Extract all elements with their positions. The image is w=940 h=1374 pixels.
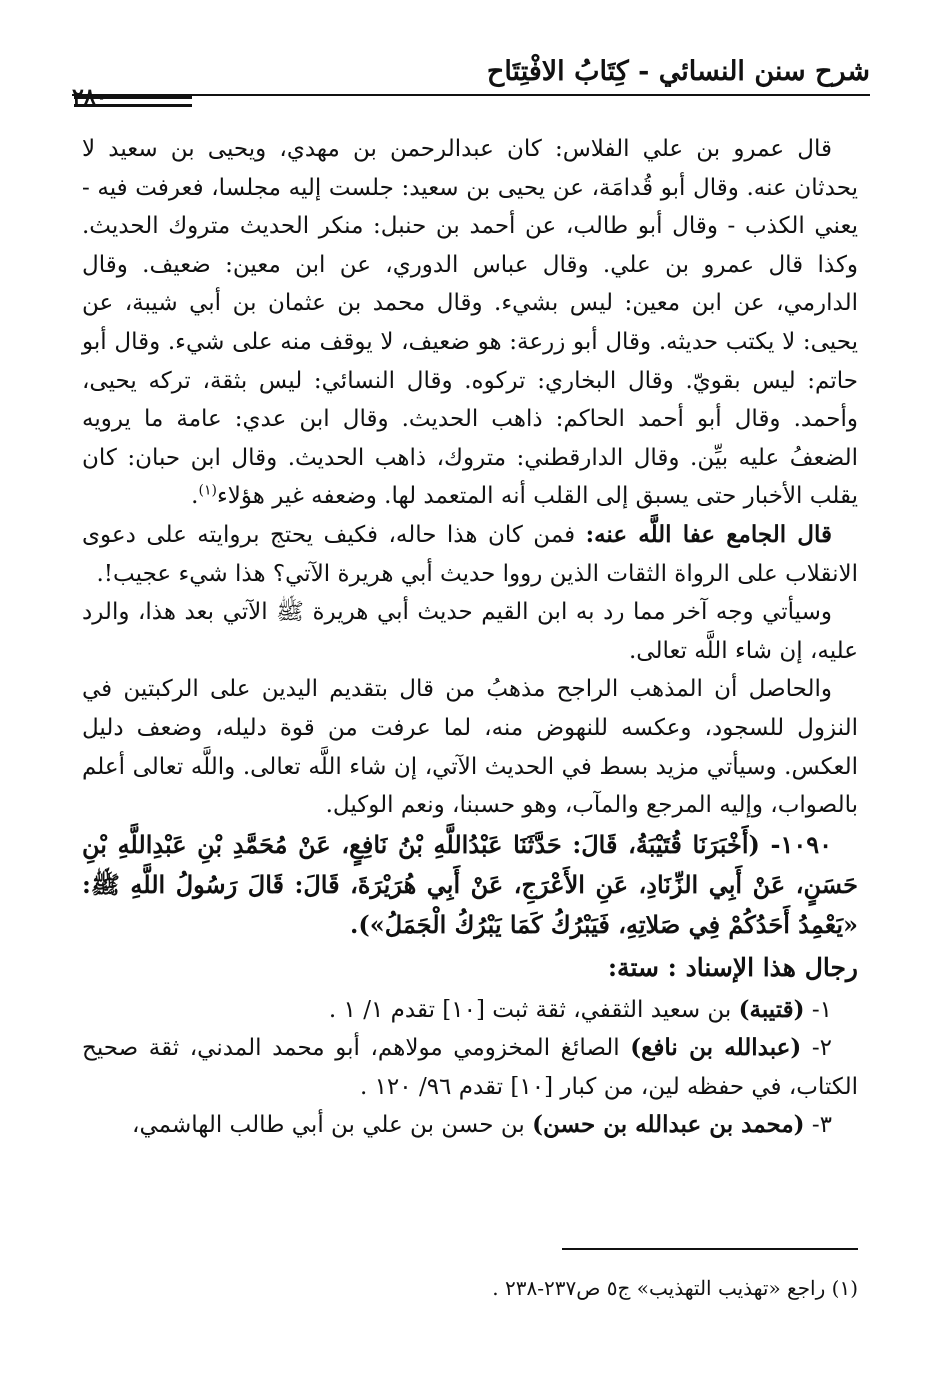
page-number-row — [72, 82, 272, 116]
narrator-1 — [82, 991, 858, 1030]
narrator-2 — [82, 1029, 858, 1106]
paragraph-narrators-end: . — [191, 483, 199, 510]
narrator-1-number: ١- — [804, 996, 832, 1023]
paragraph-narrators-text: قال عمرو بن علي الفلاس: كان عبدالرحمن بن مهدي، ويحيى بن سعيد لا يحدثان عنه. وقال أبو قُدامَة، عن يحيى بن سعيد: جلست إليه مجلسا، فعرفت فيه - يعني الكذب - وقال أبو طالب، عن أحمد بن حنبل: منكر الحديث متروك الحديث. وكذا قال عمرو بن علي. وقال عباس الدوري، عن ابن معين: ضعيف. وقال الدارمي، عن ابن معين: ليس بشيء. وقال محمد بن عثمان بن أبي شيبة، عن يحيى: لا يكتب حديثه. وقال أبو زرعة: هو ضعيف، لا يوقف منه على شيء. وقال أبو حاتم: ليس بقويّ. وقال البخاري: تركوه. وقال النسائي: ليس بثقة، تركه يحيى، وأحمد. وقال أبو أحمد الحاكم: ذاهب الحديث. وقال ابن عدي: عامة ما يرويه الضعفُ عليه بيِّن. وقال الدارقطني: متروك، ذاهب الحديث. وقال ابن حبان: كان يقلب الأخبار حتى يسبق إلى القلب أنه المتعمد لها. وضعفه غير هؤلاء — [82, 136, 858, 510]
narrator-3-number: ٣- — [804, 1112, 832, 1139]
footnote-rule — [562, 1248, 858, 1250]
paragraph-narrators — [82, 130, 858, 516]
section-title-narrators: رجال هذا الإسناد : ستة: — [607, 952, 858, 982]
paragraph-ibn-qayyim: وسيأتي وجه آخر مما رد به ابن القيم حديث أبي هريرة ﷺ الآتي بعد هذا، والرد عليه، إن شاء اللَّه تعالى. — [82, 599, 858, 664]
compiler-lead: قال الجامع عفا اللَّه عنه: — [585, 520, 832, 548]
narrator-3-name: (محمد بن عبدالله بن حسن) — [532, 1111, 805, 1139]
narrator-2-number: ٢- — [801, 1035, 832, 1062]
narrator-3 — [82, 1106, 858, 1145]
page-number-rule-bottom — [74, 104, 192, 107]
page-number-rule-top — [74, 96, 192, 99]
compiler-text: فمن كان هذا حاله، فكيف يحتج بروايته على دعوى الانقلاب على الرواة الثقات الذين رووا حديث أبي هريرة الآتي؟ هذا شيء عجيب!. — [82, 521, 858, 587]
footnote-1: (١) راجع «تهذيب التهذيب» ج٥ ص٢٣٧-٢٣٨ . — [492, 1276, 858, 1300]
narrator-1-name: (قتيبة) — [738, 995, 805, 1023]
paragraph-compiler — [82, 516, 858, 593]
narrator-1-text: بن سعيد الثقفي، ثقة ثبت [١٠] تقدم ١/ ١ . — [328, 996, 739, 1023]
hadith-1090: ١٠٩٠- (أَخْبَرَنَا قُتَيْبَةُ، قَالَ: حَدَّثَنَا عَبْدُاللَّهِ بْنُ نَافِعٍ، عَنْ مُحَمَّدِ بْنِ عَبْدِاللَّهِ بْنِ حَسَنٍ، عَنْ أَبِي الزِّنَادِ، عَنِ الأَعْرَجِ، عَنْ أَبِي هُرَيْرَةَ، قَالَ: قَالَ رَسُولُ اللَّهِ ﷺ: «يَعْمِدُ أَحَدُكُمْ فِي صَلاتِهِ، فَيَبْرُكُ كَمَا يَبْرُكُ الْجَمَلُ»). — [82, 829, 858, 939]
running-title: شرح سنن النسائي - كِتَابُ الافْتِتَاح — [486, 56, 870, 87]
main-text — [82, 130, 858, 1145]
narrator-2-text: الصائغ المخزومي مولاهم، أبو محمد المدني، ثقة صحيح الكتاب، في حفظه لين، من كبار [١٠] تقدم ٩٦/ ١٢٠ . — [82, 1035, 858, 1100]
paragraph-conclusion: والحاصل أن المذهب الراجح مذهبُ من قال بتقديم اليدين على الركبتين في النزول للسجود، وعكسه للنهوض منه، لما عرفت من قوة دليله، وضعف دليل العكس. وسيأتي مزيد بسط في الحديث الآتي، إن شاء اللَّه تعالى. واللَّه تعالى أعلم بالصواب، وإليه المرجع والمآب، وهو حسبنا، ونعم الوكيل. — [82, 676, 858, 819]
narrator-3-text: بن حسن بن علي بن أبي طالب الهاشمي، — [132, 1112, 533, 1139]
footnote-ref: (١) — [198, 482, 217, 499]
narrator-2-name: (عبدالله بن نافع) — [630, 1034, 802, 1062]
page-number: ٢٨٠ — [72, 84, 108, 110]
